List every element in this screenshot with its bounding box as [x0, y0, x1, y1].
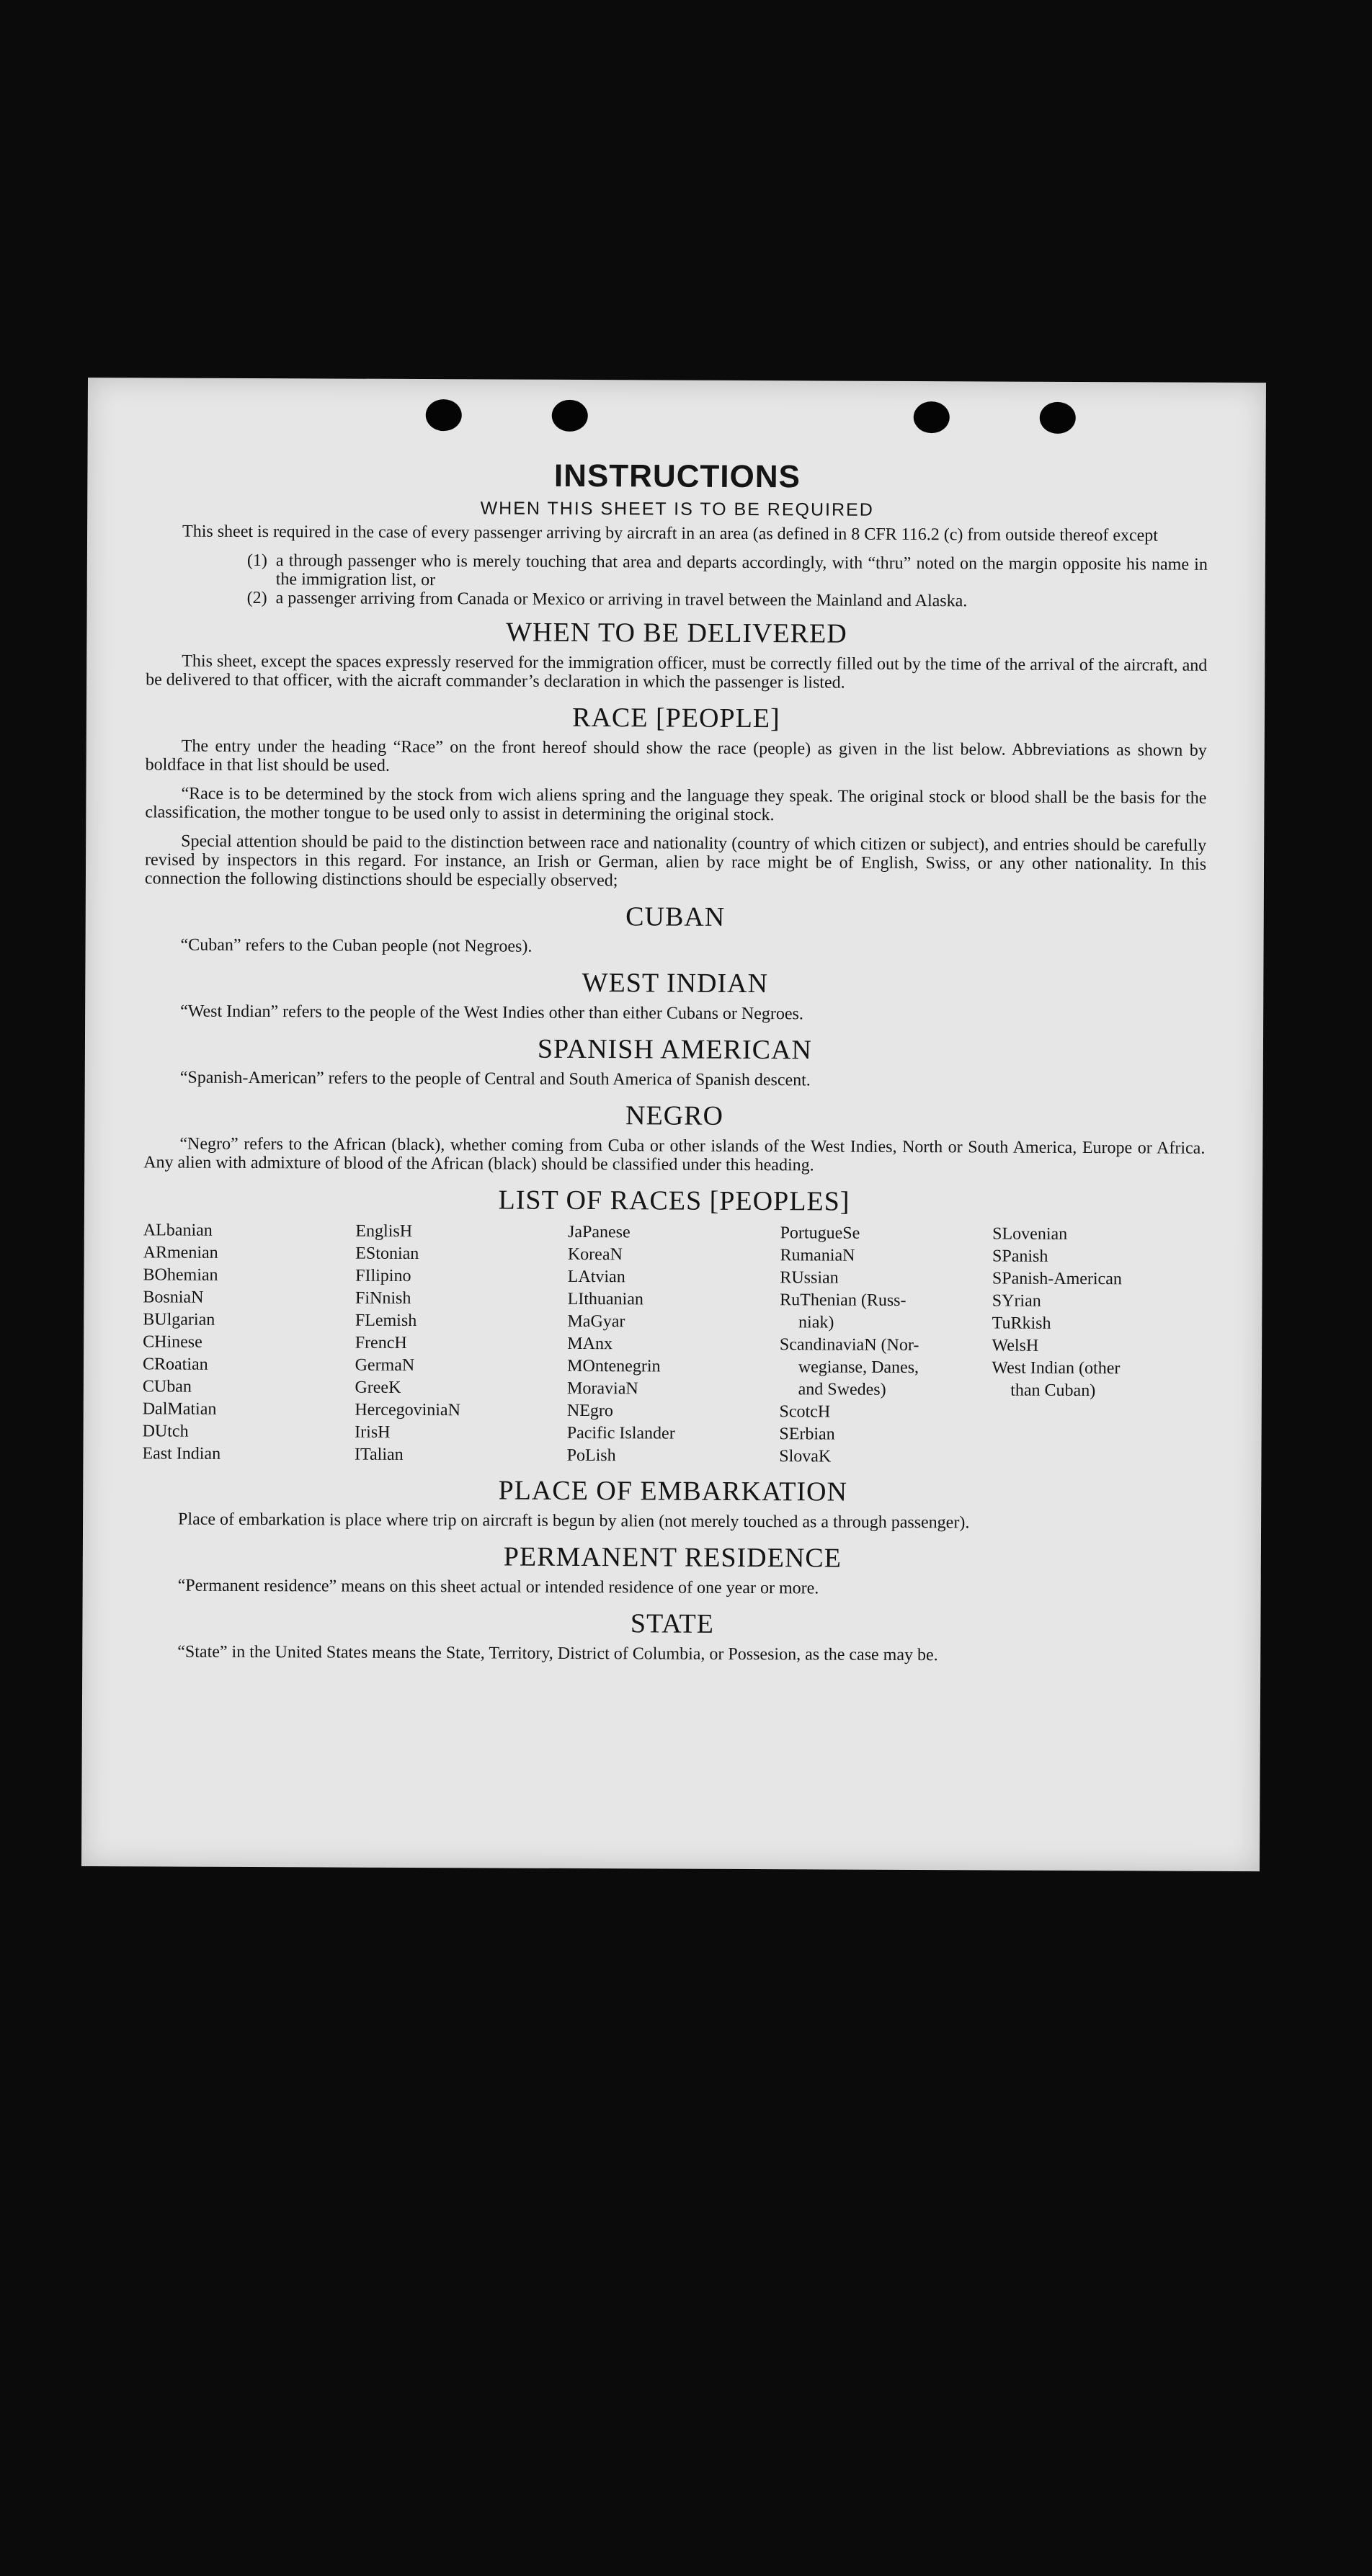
- race-entry: MaGyar: [567, 1311, 625, 1332]
- document-subtitle: WHEN THIS SHEET IS TO BE REQUIRED: [480, 498, 874, 520]
- race-entry: GermaN: [355, 1355, 415, 1375]
- exception-text: a through passenger who is merely touching that area and departs accordingly, with “thru” noted on the margin opposite his name in the immigration list, or: [275, 551, 1208, 590]
- race-entry: Pacific Islander: [566, 1423, 675, 1443]
- race-column: [355, 1221, 568, 1467]
- document-title: INSTRUCTIONS: [553, 458, 801, 495]
- race-entry: ScotcH: [779, 1402, 831, 1422]
- race-entry: TuRkish: [992, 1314, 1051, 1333]
- section-heading-permanent-residence: PERMANENT RESIDENCE: [503, 1541, 842, 1574]
- document-body: [141, 455, 1208, 1675]
- section-paragraph: This sheet, except the spaces expressly reserved for the immigration officer, must be correctly filled out by the time of the arrival of the aircraft, and be delivered to that officer, with the aicraft commander’s declaration in which the passenger is listed.: [146, 651, 1208, 692]
- race-entry: HercegoviniaN: [355, 1400, 461, 1420]
- exception-item: [146, 551, 1208, 592]
- race-entry: KoreaN: [567, 1244, 623, 1265]
- race-entry: BUlgarian: [143, 1310, 215, 1329]
- section-heading-state: STATE: [630, 1608, 715, 1639]
- race-column: [567, 1221, 780, 1468]
- race-entry: MoraviaN: [567, 1378, 638, 1399]
- race-entry: IrisH: [355, 1422, 391, 1442]
- section-heading-race-people: RACE [PEOPLE]: [572, 702, 780, 734]
- race-entry: CRoatian: [142, 1355, 208, 1374]
- exception-number: (2): [246, 588, 267, 608]
- section-heading-cuban: CUBAN: [625, 901, 726, 932]
- race-entry: CHinese: [143, 1332, 202, 1352]
- race-entry: GreeK: [355, 1378, 401, 1397]
- race-entry: ScandinaviaN (Nor-: [779, 1335, 919, 1355]
- race-entry: RUssian: [780, 1268, 839, 1288]
- race-entry: SErbian: [779, 1425, 835, 1444]
- document-page: [81, 378, 1266, 1871]
- race-entry: LAtvian: [567, 1267, 625, 1287]
- race-entry: SlovaK: [779, 1447, 832, 1466]
- race-entry: PortugueSe: [780, 1224, 860, 1243]
- race-entry: ITalian: [355, 1445, 404, 1464]
- race-entry: FrencH: [355, 1333, 407, 1352]
- section-paragraph: Special attention should be paid to the distinction between race and nationality (country of which citizen or subject), and entries should be carefully revised by inspectors in this regard. For instance, an Irish or German, alien by race might be of English, Swiss, or any other nationality. In this connection the following distinctions should be especially observed;: [144, 832, 1207, 891]
- race-entry: East Indian: [142, 1444, 221, 1463]
- race-entry: niak): [798, 1313, 834, 1332]
- race-entry: LIthuanian: [567, 1289, 643, 1309]
- closing-sections-container: [141, 1472, 1203, 1665]
- section-heading-spanish-american: SPANISH AMERICAN: [537, 1033, 813, 1066]
- punch-hole: [552, 400, 588, 432]
- section-paragraph: “Permanent residence” means on this sheet actual or intended residence of one year or more.: [177, 1576, 819, 1598]
- race-entry: WelsH: [992, 1336, 1039, 1355]
- race-entry: and Swedes): [798, 1380, 886, 1399]
- race-entry: DUtch: [142, 1422, 189, 1441]
- sections-container: [143, 614, 1207, 1176]
- section-heading-west-indian: WEST INDIAN: [582, 968, 769, 999]
- race-list: [142, 1219, 1204, 1469]
- race-entry: MOntenegrin: [567, 1356, 661, 1376]
- race-entry: FiNnish: [355, 1288, 411, 1308]
- race-entry: wegianse, Danes,: [798, 1358, 919, 1378]
- race-entry: BosniaN: [143, 1288, 204, 1307]
- section-paragraph: “Cuban” refers to the Cuban people (not Negroes).: [180, 935, 533, 956]
- section-paragraph: The entry under the heading “Race” on the front hereof should show the race (people) as given in the list below. Abbreviations as shown by boldface in that list should be used.: [145, 736, 1207, 775]
- race-entry: FIlipino: [355, 1266, 411, 1285]
- race-column: [779, 1222, 992, 1469]
- race-entry: JaPanese: [567, 1222, 631, 1242]
- race-column: [992, 1223, 1205, 1469]
- section-paragraph: Place of embarkation is place where trip on aircraft is begun by alien (not merely touched as a through passenger).: [178, 1510, 970, 1533]
- section-heading-place-of-embarkation: PLACE OF EMBARKATION: [498, 1475, 848, 1507]
- race-entry: SPanish: [992, 1247, 1048, 1266]
- race-entry: EnglisH: [355, 1221, 413, 1241]
- section-paragraph: “Race is to be determined by the stock from wich aliens spring and the language they speak. The original stock or blood shall be the basis for the classification, the mother tongue to be used only to assist in determining the original stock.: [145, 784, 1207, 825]
- race-entry: RuThenian (Russ-: [780, 1291, 906, 1310]
- race-entry: ARmenian: [143, 1243, 218, 1262]
- punch-hole: [1040, 402, 1076, 434]
- race-entry: SYrian: [992, 1291, 1041, 1311]
- exception-list: [146, 551, 1208, 611]
- race-entry: West Indian (other: [992, 1358, 1121, 1378]
- race-entry: than Cuban): [1010, 1381, 1096, 1401]
- exception-text: a passenger arriving from Canada or Mexico or arriving in travel between the Mainland and Alaska.: [275, 589, 968, 611]
- race-entry: BOhemian: [143, 1265, 218, 1285]
- section-paragraph: “Negro” refers to the African (black), whether coming from Cuba or other islands of the West Indies, North or South America, Europe or Africa. Any alien with admixture of blood of the African (black) should be classified under this heading.: [143, 1134, 1206, 1175]
- race-entry: DalMatian: [142, 1399, 217, 1419]
- races-heading: LIST OF RACES [PEOPLES]: [498, 1185, 850, 1217]
- section-heading-negro: NEGRO: [625, 1100, 724, 1131]
- race-entry: ALbanian: [143, 1221, 213, 1240]
- race-entry: EStonian: [355, 1244, 419, 1264]
- race-entry: MAnx: [567, 1334, 613, 1354]
- section-paragraph: “State” in the United States means the State, Territory, District of Columbia, or Possesion, as the case may be.: [177, 1642, 938, 1665]
- race-entry: SLovenian: [992, 1224, 1068, 1244]
- section-heading-when-to-be-delivered: WHEN TO BE DELIVERED: [506, 617, 847, 649]
- section-paragraph: “Spanish-American” refers to the people of Central and South America of Spanish descent.: [179, 1068, 811, 1090]
- section-paragraph: “West Indian” refers to the people of the West Indies other than either Cubans or Negroes.: [180, 1002, 803, 1024]
- race-entry: RumaniaN: [780, 1246, 855, 1265]
- exception-number: (1): [246, 551, 267, 571]
- exception-item: [146, 588, 1208, 611]
- race-entry: CUban: [142, 1377, 192, 1396]
- punch-hole: [426, 399, 462, 431]
- race-entry: FLemish: [355, 1311, 417, 1331]
- race-entry: SPanish-American: [992, 1269, 1122, 1289]
- race-entry: NEgro: [566, 1401, 613, 1421]
- race-entry: PoLish: [566, 1445, 616, 1466]
- race-column: [142, 1219, 355, 1466]
- punch-hole: [914, 401, 950, 433]
- intro-paragraph: This sheet is required in the case of every passenger arriving by aircraft in an area (as defined in 8 CFR 116.2 (c) from outside thereof except: [182, 522, 1159, 545]
